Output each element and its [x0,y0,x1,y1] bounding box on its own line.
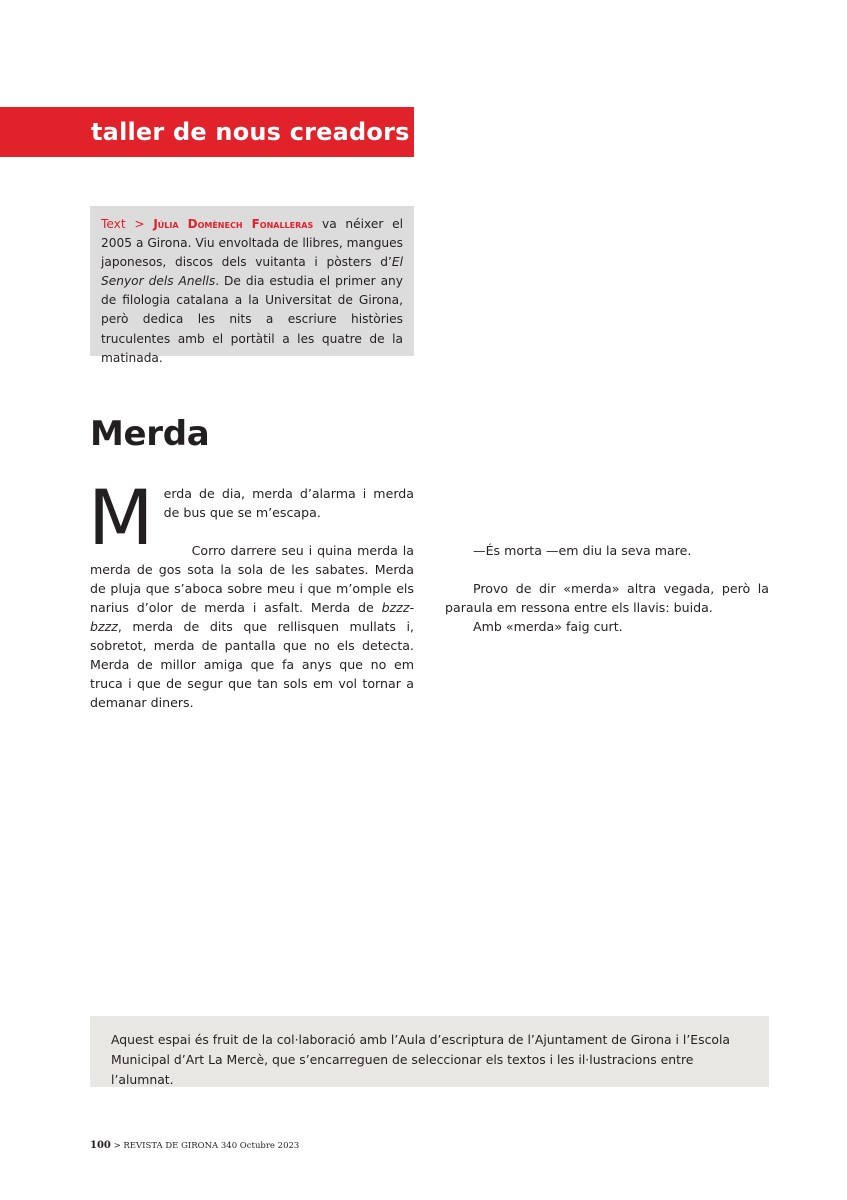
publication-info: > REVISTA DE GIRONA 340 Octubre 2023 [110,1141,300,1151]
page-folio [90,1140,299,1151]
story-paragraph-1-text: erda de dia, merda d’alarma i merda de bus que se m’escapa. [163,486,414,520]
story-title: Merda [90,414,210,454]
collaboration-note [90,1016,769,1087]
bio-author-name: Júlia Domènech Fonalleras [153,217,314,231]
story-paragraph-2 [90,541,414,712]
bio-text-a: va néixer el 2005 a Girona. Viu envoltada de llibres, mangues japonesos, discos dels vuitanta i pòsters d’ [101,217,403,270]
story-paragraph-2-text-b: , merda de dits que rellisquen mullats i, sobretot, merda de pantalla que no els detecta. Merda de millor amiga que fa anys que no em truca i que de segur que tan sols em vol tornar a demanar diners. [90,619,414,710]
story-column-right [445,484,769,636]
story-paragraph-4: Provo de dir «merda» altra vegada, però la paraula em ressona entre els llavis: buida. [445,581,769,615]
section-title: taller de nous creadors [91,118,410,146]
page-number: 100 [90,1140,111,1151]
bio-book-title: El Senyor dels Anells [101,255,403,289]
collaboration-note-text: Aquest espai és fruit de la col·laboració amb l’Aula d’escriptura de l’Ajuntament de Girona i l’Escola Municipal d’Art La Mercè, que s’encarreguen de seleccionar els textos i les il·lustracions entre l’alumnat. [111,1032,730,1087]
story-paragraph-3: —És morta —em diu la seva mare. [473,543,692,558]
bio-prefix: Text > [101,217,154,231]
section-banner [0,107,414,157]
story-paragraph-5: Amb «merda» faig curt. [473,619,623,634]
bio-text-b: . De dia estudia el primer any de filologia catalana a la Universitat de Girona, però dedica les nits a escriure històries truculentes amb el portàtil a les quatre de la matinada. [101,274,403,365]
author-bio-box [90,206,414,365]
drop-cap: M [88,473,154,562]
story-column-left [88,473,414,712]
story-paragraph-2-italic: bzzz-bzzz [90,600,414,634]
story-paragraph-2-text-a: Corro darrere seu i quina merda la merda de gos sota la sola de les sabates. Merda de pluja que s’aboca sobre meu i que m’omple els narius d’olor de merda i asfalt. Merda de [90,543,414,615]
story-paragraph-1 [88,473,414,562]
